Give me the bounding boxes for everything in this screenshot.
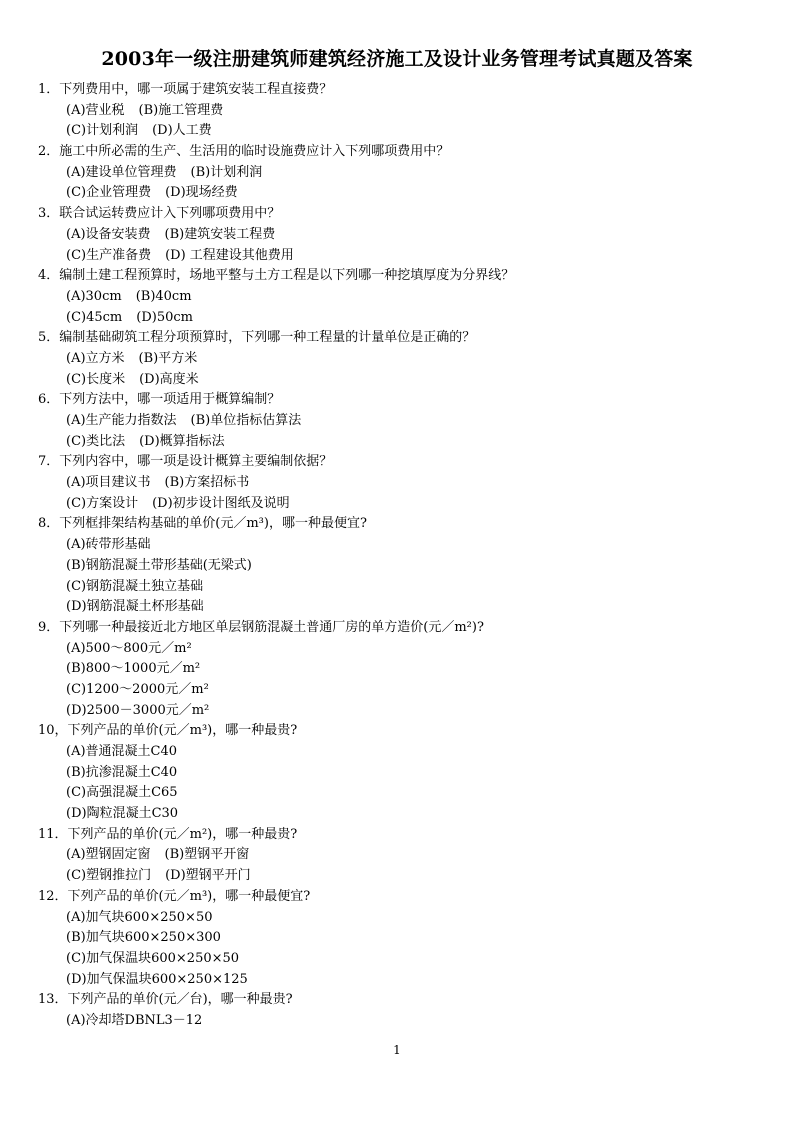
option-line [38, 163, 758, 184]
answer-option: (B)800～1000元／m² [66, 661, 201, 677]
question-stem: 1．下列费用中，哪一项属于建筑安装工程直接费？ [38, 82, 333, 97]
question-stem: 7．下列内容中，哪一项是设计概算主要编制依据？ [38, 454, 333, 470]
question-stem: 4．编制土建工程预算时，场地平整与土方工程是以下列哪一种挖填厚度为分界线？ [38, 268, 515, 284]
answer-option: (A)立方米 [66, 350, 125, 366]
option-line [38, 101, 758, 122]
answer-option: (D)陶粒混凝土C30 [66, 806, 179, 822]
answer-option: (D)初步设计图纸及说明 [152, 495, 290, 511]
answer-option: (A)营业税 [66, 102, 125, 118]
option-line [38, 742, 758, 763]
question-list [38, 80, 758, 1032]
question-stem: 11．下列产品的单价(元／m²)，哪一种最贵? [38, 826, 298, 842]
answer-option: (C)计划利润 [66, 123, 139, 139]
question-stem: 6．下列方法中，哪一项适用于概算编制？ [38, 392, 281, 408]
option-line [38, 866, 758, 887]
answer-option: (C)高强混凝土C65 [66, 785, 178, 801]
option-line [38, 659, 758, 680]
option-line [38, 287, 758, 308]
answer-option: (A)项目建议书 [66, 475, 151, 491]
option-line [38, 845, 758, 866]
answer-option: (A)塑钢固定窗 [66, 847, 151, 863]
answer-option: (D)钢筋混凝土杯形基础 [66, 599, 204, 615]
option-line [38, 370, 758, 391]
option-line [38, 535, 758, 556]
question-stem: 13．下列产品的单价(元／台)，哪一种最贵? [38, 992, 293, 1008]
answer-option: (B)钢筋混凝土带形基础(无梁式) [66, 557, 252, 573]
answer-option: (D)加气保温块600×250×125 [66, 971, 248, 987]
answer-option: (A)普通混凝土C40 [66, 744, 178, 759]
question-stem: 5．编制基础砌筑工程分项预算时，下列哪一种工程量的计量单位是正确的？ [38, 330, 476, 346]
option-line [38, 225, 758, 246]
option-line [38, 308, 758, 329]
option-line [38, 577, 758, 598]
option-line [38, 556, 758, 577]
question-stem: 2．施工中所必需的生产、生活用的临时设施费应计入下列哪项费用中？ [38, 144, 450, 160]
option-line [38, 1011, 758, 1032]
question-stem: 10，下列产品的单价(元／m³)，哪一种最贵? [38, 723, 298, 739]
option-line [38, 783, 758, 804]
answer-option: (C)45cm [66, 309, 123, 325]
option-line [38, 804, 758, 825]
answer-option: (B)抗渗混凝土C40 [66, 764, 178, 780]
answer-option: (D) 工程建设其他费用 [165, 247, 294, 263]
option-line [38, 183, 758, 204]
option-line [38, 639, 758, 660]
option-line [38, 908, 758, 929]
answer-option: (B)建筑安装工程费 [164, 226, 276, 242]
answer-option: (B)40cm [135, 288, 192, 304]
option-line [38, 763, 758, 784]
option-line [38, 246, 758, 267]
answer-option: (C)类比法 [66, 433, 126, 449]
option-line [38, 597, 758, 618]
answer-option: (B)平方米 [138, 350, 198, 366]
option-line [38, 121, 758, 142]
answer-option: (B)塑钢平开窗 [164, 847, 250, 863]
answer-option: (D)人工费 [152, 123, 212, 139]
option-line [38, 432, 758, 453]
question-stem: 3．联合试运转费应计入下列哪项费用中？ [38, 206, 281, 222]
answer-option: (B)施工管理费 [138, 102, 224, 118]
answer-option: (D)塑钢平开门 [165, 868, 251, 884]
answer-option: (C)生产准备费 [66, 247, 152, 263]
question-stem: 9．下列哪一种最接近北方地区单层钢筋混凝土普通厂房的单方造价(元／m²)? [38, 619, 484, 635]
option-line [38, 473, 758, 494]
answer-option: (C)1200～2000元／m² [66, 681, 209, 697]
answer-option: (D)现场经费 [165, 185, 238, 201]
answer-option: (A)500～800元／m² [66, 640, 192, 656]
option-line [38, 494, 758, 515]
answer-option: (B)单位指标估算法 [190, 413, 302, 428]
answer-option: (C)塑钢推拉门 [66, 868, 152, 884]
answer-option: (D)2500－3000元／m² [66, 702, 210, 718]
answer-option: (A)砖带形基础 [66, 537, 151, 553]
page-number: 1 [393, 1043, 401, 1057]
answer-option: (B)加气块600×250×300 [66, 930, 221, 946]
answer-option: (D)概算指标法 [139, 433, 225, 449]
option-line [38, 349, 758, 370]
option-line [38, 970, 758, 991]
answer-option: (D)50cm [136, 309, 193, 325]
answer-option: (B)计划利润 [190, 164, 263, 180]
answer-option: (A)加气块600×250×50 [66, 909, 213, 925]
answer-option: (A)建设单位管理费 [66, 164, 177, 180]
answer-option: (D)高度米 [139, 371, 199, 387]
answer-option: (A)30cm [66, 288, 122, 304]
answer-option: (B)方案招标书 [164, 475, 250, 491]
answer-option: (A)冷却塔DBNL3－12 [66, 1012, 203, 1028]
option-line [38, 680, 758, 701]
answer-option: (A)设备安装费 [66, 226, 151, 242]
answer-option: (A)生产能力指数法 [66, 413, 177, 428]
answer-option: (C)方案设计 [66, 495, 139, 511]
answer-option: (C)钢筋混凝土独立基础 [66, 578, 204, 594]
question-stem: 12．下列产品的单价(元／m³)，哪一种最便宜? [38, 888, 311, 904]
question-stem: 8．下列框排架结构基础的单价(元／m³)，哪一种最便宜? [38, 516, 367, 532]
answer-option: (C)加气保温块600×250×50 [66, 950, 240, 966]
option-line [38, 411, 758, 432]
option-line [38, 949, 758, 970]
answer-option: (C)长度米 [66, 371, 126, 387]
answer-option: (C)企业管理费 [66, 185, 152, 201]
document-title: 2003年一级注册建筑师建筑经济施工及设计业务管理考试真题及答案 [101, 48, 693, 70]
option-line [38, 928, 758, 949]
option-line [38, 701, 758, 722]
